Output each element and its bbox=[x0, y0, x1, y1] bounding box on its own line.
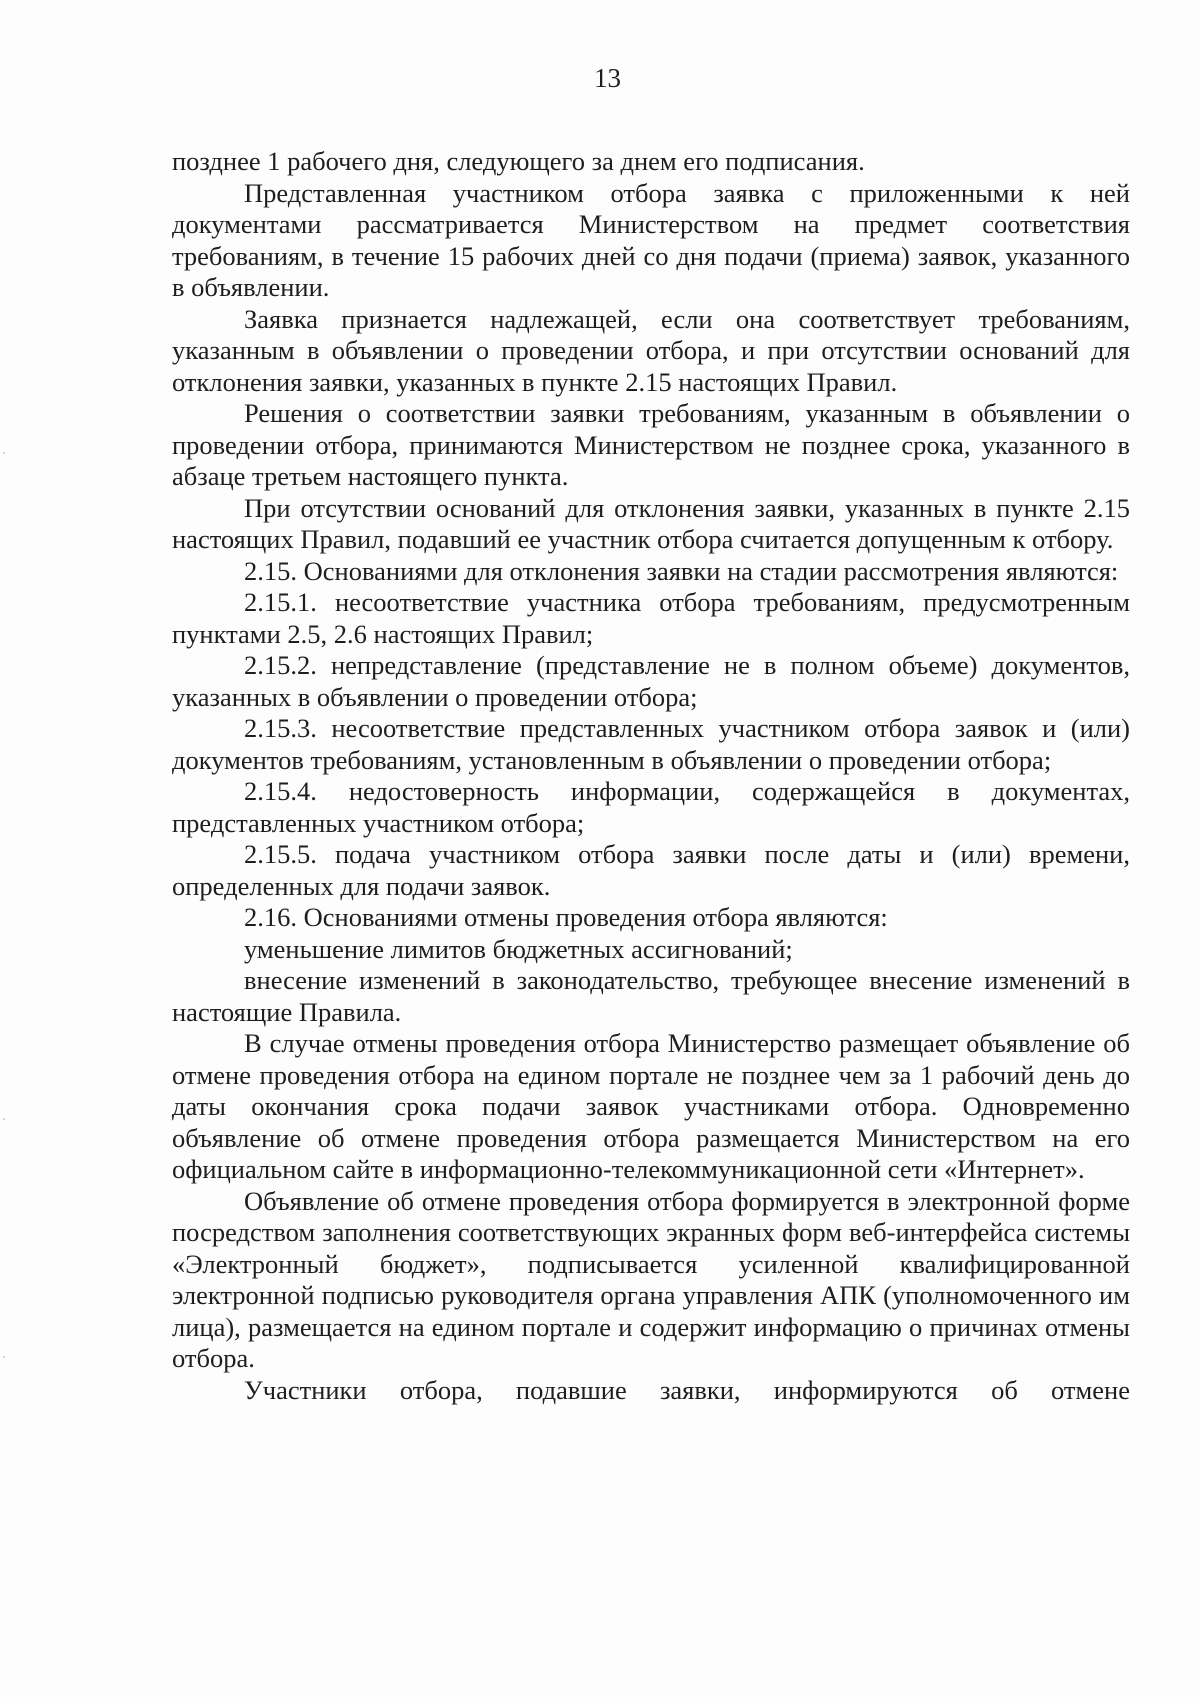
paragraph-application-review: Представленная участником отбора заявка с приложенными к ней документами рассматривается Министерством на предмет соответствия требованиям, в течение 15 рабочих дней со дня подачи (приема) заявок, указанного в объявлении. bbox=[172, 177, 1130, 302]
paragraph-admission: При отсутствии оснований для отклонения заявки, указанных в пункте 2.15 настоящих Правил, подавший ее участник отбора считается допущенным к отбору. bbox=[172, 492, 1130, 554]
clause-2-15-4: 2.15.4. недостоверность информации, содержащейся в документах, представленных участником отбора; bbox=[172, 776, 1130, 838]
document-body bbox=[172, 146, 1130, 1406]
clause-2-15-2: 2.15.2. непредставление (представление не в полном объеме) документов, указанных в объявлении о проведении отбора; bbox=[172, 650, 1130, 712]
paragraph-cancellation-notice: В случае отмены проведения отбора Министерство размещает объявление об отмене проведения отбора на едином портале не позднее чем за 1 рабочий день до даты окончания срока подачи заявок участниками отбора. Одновременно объявление об отмене проведения отбора размещается Министерством на его официальном сайте в информационно-телекоммуникационной сети «Интернет». bbox=[172, 1028, 1130, 1184]
paragraph-cancellation-form: Объявление об отмене проведения отбора формируется в электронной форме посредством заполнения соответствующих экранных форм веб-интерфейса системы «Электронный бюджет», подписывается усиленной квалифицированной электронной подписью руководителя органа управления АПК (уполномоченного им лица), размещается на едином портале и содержит информацию о причинах отмены отбора. bbox=[172, 1185, 1130, 1373]
scan-artifact bbox=[3, 452, 5, 454]
paragraph-application-proper: Заявка признается надлежащей, если она соответствует требованиям, указанным в объявлении о проведении отбора, и при отсутствии оснований для отклонения заявки, указанных в пункте 2.15 настоящих Правил. bbox=[172, 303, 1130, 397]
clause-2-15-5: 2.15.5. подача участником отбора заявки после даты и (или) времени, определенных для подачи заявок. bbox=[172, 839, 1130, 901]
clause-2-15-3: 2.15.3. несоответствие представленных участником отбора заявок и (или) документов требованиям, установленным в объявлении о проведении отбора; bbox=[172, 713, 1130, 775]
scan-artifact bbox=[3, 1118, 5, 1120]
paragraph-compliance-decisions: Решения о соответствии заявки требованиям, указанным в объявлении о проведении отбора, принимаются Министерством не позднее срока, указанного в абзаце третьем настоящего пункта. bbox=[172, 398, 1130, 491]
clause-2-15-1: 2.15.1. несоответствие участника отбора требованиям, предусмотренным пунктами 2.5, 2.6 настоящих Правил; bbox=[172, 587, 1130, 649]
ground-budget-reduction: уменьшение лимитов бюджетных ассигнований; bbox=[244, 933, 793, 964]
clause-2-16: 2.16. Основаниями отмены проведения отбора являются: bbox=[244, 902, 888, 932]
paragraph-continuation: позднее 1 рабочего дня, следующего за днем его подписания. bbox=[172, 146, 865, 176]
clause-2-15: 2.15. Основаниями для отклонения заявки на стадии рассмотрения являются: bbox=[244, 555, 1119, 586]
ground-legislation-change: внесение изменений в законодательство, требующее внесение изменений в настоящие Правила. bbox=[172, 965, 1130, 1027]
page-number: 13 bbox=[594, 63, 621, 93]
scan-artifact bbox=[3, 1356, 5, 1358]
paragraph-participants-informed: Участники отбора, подавшие заявки, информируются об отмене bbox=[244, 1374, 1130, 1405]
